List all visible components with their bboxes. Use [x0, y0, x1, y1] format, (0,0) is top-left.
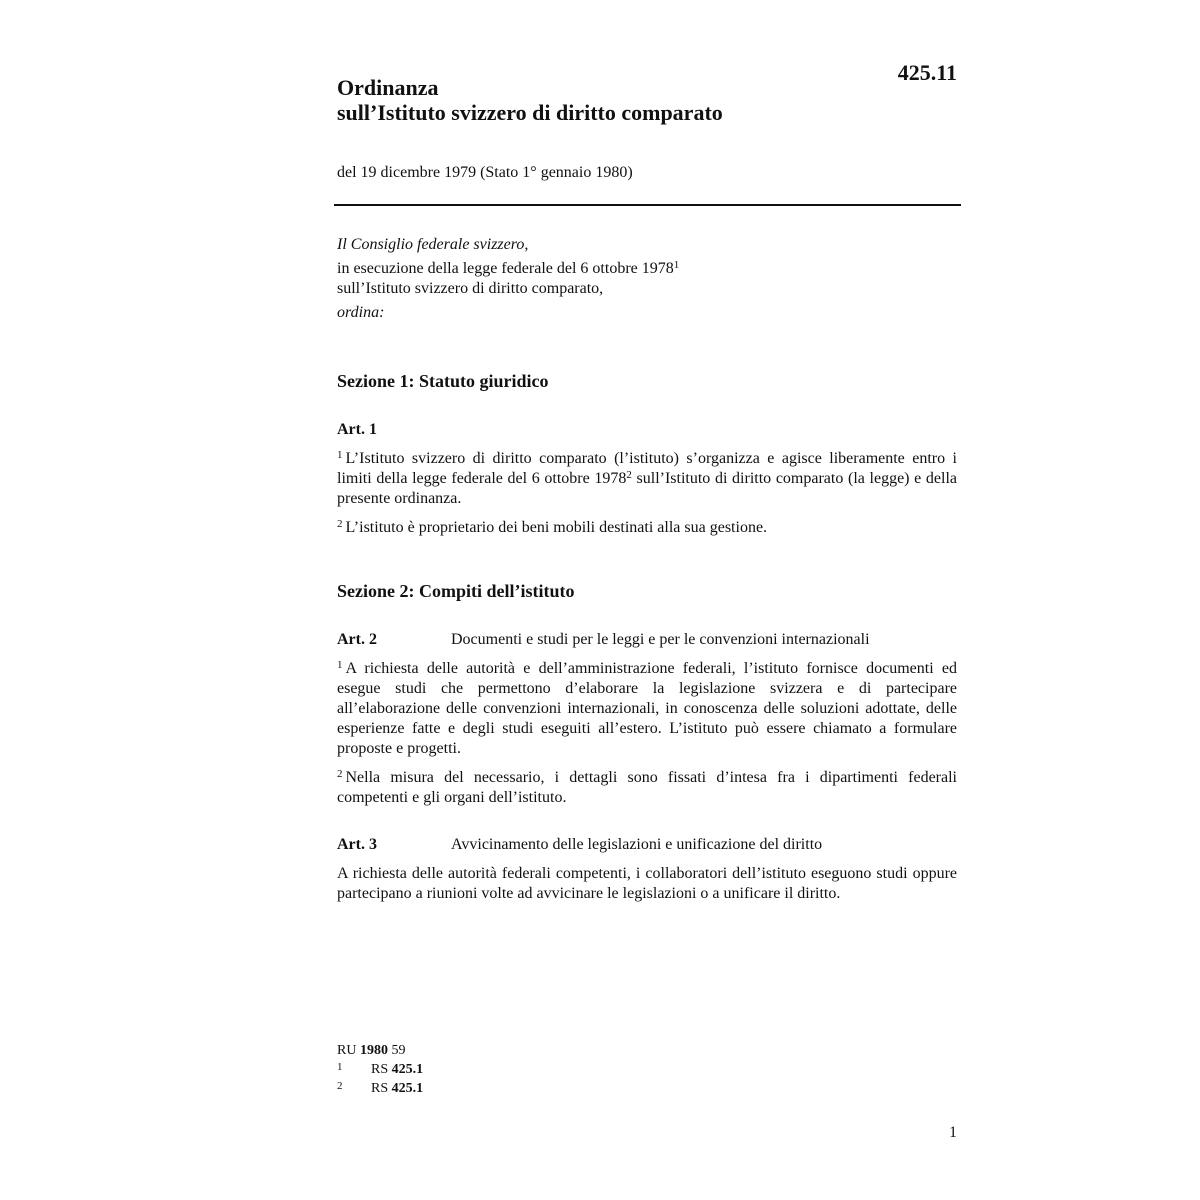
preamble	[337, 235, 957, 323]
article-3-number: Art. 3	[337, 836, 377, 853]
article-1-paragraph-2: $^2$ L’istituto è proprietario dei beni mobili destinati alla sua gestione.	[337, 518, 768, 536]
article-2-number: Art. 2	[337, 631, 377, 648]
document-number: 425.11	[897, 60, 957, 85]
article-1-number: Art. 1	[337, 421, 377, 438]
footnote-number: 1	[337, 1061, 343, 1073]
footnote-ref-1: 1	[673, 259, 680, 271]
footnote-ref-2: 2	[626, 469, 632, 481]
article-2-heading: Documenti e studi per le leggi e per le convenzioni internazionali	[451, 631, 870, 648]
article-1-header	[337, 421, 451, 439]
page-number: 1	[949, 1124, 957, 1141]
title-line-1: Ordinanza	[337, 75, 439, 100]
article-3-heading: Avvicinamento delle legislazioni e unificazione del diritto	[451, 836, 823, 853]
preamble-line-1: in esecuzione della legge federale del 6 ottobre 1978$^1$	[337, 259, 680, 277]
paragraph-number: 1	[337, 659, 343, 671]
title-line-2: sull’Istituto svizzero di diritto comparato	[337, 100, 723, 125]
header-divider	[334, 204, 961, 206]
article-3-header	[337, 836, 822, 854]
paragraph-number: 1	[337, 449, 343, 461]
article-1-paragraph-1: $^1$ L’Istituto svizzero di diritto comparato (l’istituto) s’organizza e agisce liberamente entro i limiti della legge federale del 6 ottobre 1978$^2$ sull’Istituto di diritto comparato (la legge) e della presente ordinanza.	[337, 449, 958, 507]
paragraph-number: 2	[337, 518, 343, 530]
footnotes	[337, 1042, 423, 1097]
footnote-number: 2	[337, 1080, 343, 1092]
article-2-paragraph-2: $^2$ Nella misura del necessario, i dettagli sono fissati d’intesa fra i dipartimenti federali competenti e gli organi dell’istituto.	[337, 768, 957, 806]
paragraph-number: 2	[337, 768, 343, 780]
section-2-title: Sezione 2: Compiti dell’istituto	[337, 581, 575, 601]
preamble-line-2: sull’Istituto svizzero di diritto comparato,	[337, 280, 604, 297]
article-2-paragraph-1: $^1$ A richiesta delle autorità e dell’amministrazione federali, l’istituto fornisce documenti ed esegue studi che permettono d’elaborare la legislazione svizzera e di partecipare all’elaborazione delle convenzioni internazionali, in conoscenza delle soluzioni adottate, delle esperienze fatte e degli studi eseguiti all’estero. L’istituto può essere chiamato a formulare proposte e progetti.	[337, 659, 957, 757]
article-3-paragraph: A richiesta delle autorità federali competenti, i collaboratori dell’istituto eseguono studi oppure partecipano a riunioni volte ad avvicinare le legislazioni o a unificare il diritto.	[337, 865, 957, 902]
section-1-title: Sezione 1: Statuto giuridico	[337, 371, 549, 391]
document-date: del 19 dicembre 1979 (Stato 1° gennaio 1980)	[337, 164, 633, 181]
article-2-header	[337, 631, 870, 649]
ru-reference: RU 1980 59	[337, 1043, 406, 1058]
footnote-2: 2 RS 425.1	[337, 1080, 424, 1096]
footnote-1: 1 RS 425.1	[337, 1061, 424, 1077]
preamble-authority: Il Consiglio federale svizzero,	[337, 236, 529, 253]
document-title	[337, 75, 723, 125]
preamble-ordina: ordina:	[337, 304, 385, 321]
